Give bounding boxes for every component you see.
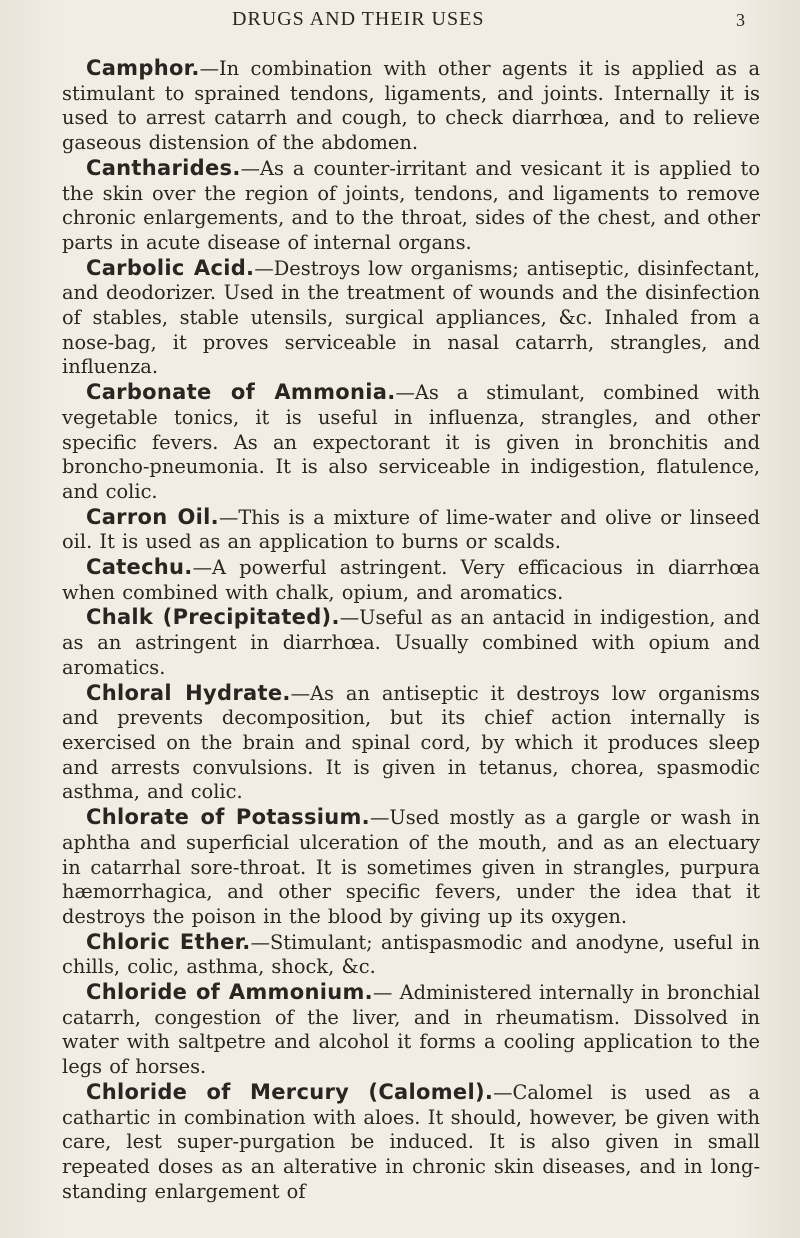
entry-term: Cantharides. xyxy=(86,155,241,180)
entry-chloride-of-mercury xyxy=(62,1080,760,1205)
entry-term: Chloral Hydrate. xyxy=(86,680,291,705)
entry-term: Carron Oil. xyxy=(86,504,219,529)
entry-term: Chloric Ether. xyxy=(86,929,251,954)
running-head xyxy=(62,8,760,38)
entry-text: —Stimulant; antispasmodic and anodyne, useful in chills, colic, asthma, shock, &c. xyxy=(62,930,760,979)
entry-text: —A powerful astringent. Very efficacious in diarrhœa when combined with chalk, opium, and aromatics. xyxy=(62,556,760,604)
entry-carbolic-acid xyxy=(62,256,760,381)
entry-text: — Administered internally in bronchial catarrh, congestion of the liver, and in rheumatism. Dissolved in water with saltpetre and alcohol it forms a cooling application to the legs of horses. xyxy=(62,981,760,1079)
entry-text: —As a stimulant, combined with vegetable tonics, it is useful in influenza, strangles, and other specific fevers. As an expectorant it is given in bronchitis and broncho-pneumonia. It is also serviceable in indigestion, flatulence, and colic. xyxy=(62,381,760,503)
entry-term: Chalk (Precipitated). xyxy=(86,605,340,630)
entry-camphor xyxy=(62,56,760,156)
entry-term: Chloride of Mercury (Calomel). xyxy=(86,1079,494,1104)
page-number: 3 xyxy=(736,10,746,30)
entry-chlorate-of-potassium xyxy=(62,805,760,930)
entry-term: Camphor. xyxy=(86,56,200,80)
entry-cantharides xyxy=(62,156,760,256)
entry-text: —Destroys low organisms; antiseptic, disinfectant, and deodorizer. Used in the treatment of wounds and the disinfection of stables, stable utensils, surgical appliances, &c. Inhaled from a nose-bag, it proves serviceable in nasal catarrh, strangles, and influenza. xyxy=(62,256,760,379)
entry-list xyxy=(62,56,760,1204)
entry-text: —Calomel is used as a cathartic in combination with aloes. It should, however, be given with care, lest super-purgation be induced. It is also given in small repeated doses as an alterative in chronic skin diseases, and in long-standing enlargement of xyxy=(62,1080,760,1203)
entry-text: —As an antiseptic it destroys low organisms and prevents decomposition, but its chief action internally is exercised on the brain and spinal cord, by which it produces sleep and arrests convulsions. It is given in tetanus, chorea, spasmodic asthma, and colic. xyxy=(62,681,760,804)
entry-text: —Useful as an antacid in indigestion, and as an astringent in diarrhœa. Usually combined with opium and aromatics. xyxy=(62,606,761,679)
entry-text: —As a counter-irritant and vesicant it is applied to the skin over the region of joints, tendons, and ligaments to remove chronic enlargements, and to the throat, sides of the chest, and other parts in acute disease of internal organs. xyxy=(62,156,760,254)
page-title: DRUGS AND THEIR USES xyxy=(232,8,485,30)
entry-chalk xyxy=(62,605,760,680)
entry-term: Carbolic Acid. xyxy=(86,255,255,280)
entry-term: Chlorate of Potassium. xyxy=(86,805,370,830)
entry-catechu xyxy=(62,555,760,605)
entry-term: Catechu. xyxy=(86,555,193,580)
entry-chloride-of-ammonium xyxy=(62,980,760,1080)
entry-text: —In combination with other agents it is applied as a stimulant to sprained tendons, ligaments, and joints. Internally it is used to arrest catarrh and cough, to check diarrhœa, and to relieve gaseous distension of the abdomen. xyxy=(62,57,760,155)
entry-term: Carbonate of Ammonia. xyxy=(86,380,396,405)
entry-chloral-hydrate xyxy=(62,681,760,806)
entry-term: Chloride of Ammonium. xyxy=(86,980,373,1005)
entry-chloric-ether xyxy=(62,930,760,980)
entry-text: —Used mostly as a gargle or wash in aphtha and superficial ulceration of the mouth, and as an electuary in catarrhal sore-throat. It is sometimes given in strangles, purpura hæmorrhagica, and other specific fevers, under the idea that it destroys the poison in the blood by giving up its oxygen. xyxy=(62,806,760,928)
entry-text: —This is a mixture of lime-water and olive or linseed oil. It is used as an application to burns or scalds. xyxy=(62,505,761,554)
entry-carron-oil xyxy=(62,505,760,555)
entry-carbonate-of-ammonia xyxy=(62,380,760,505)
